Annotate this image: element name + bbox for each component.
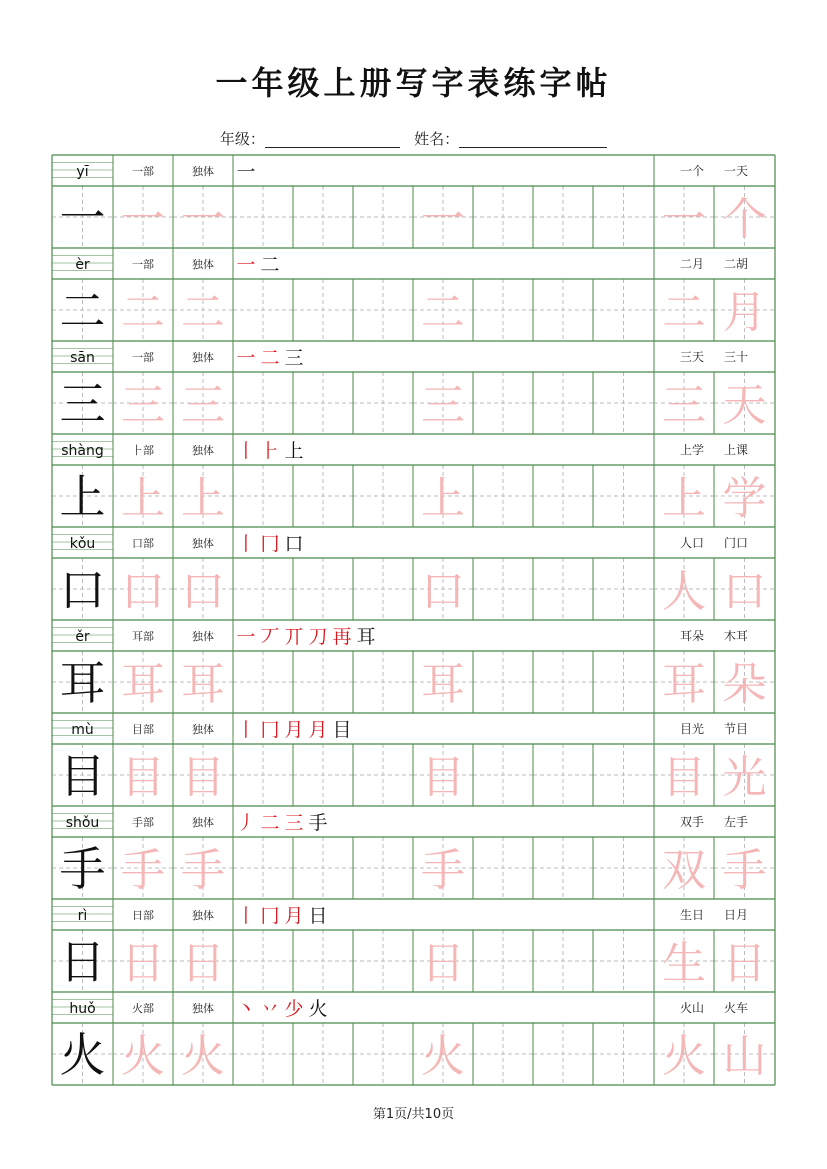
trace-character: 学 <box>722 473 767 524</box>
pinyin: shǒu <box>65 815 100 831</box>
structure-label: 独体 <box>192 165 214 178</box>
structure-label: 独体 <box>192 909 214 922</box>
word: 一个 <box>679 164 705 178</box>
trace-character: 人 <box>662 566 706 617</box>
trace-character: 山 <box>722 1031 767 1082</box>
trace-character: 双 <box>662 845 706 896</box>
word: 火车 <box>723 1001 749 1015</box>
word: 上学 <box>679 443 705 457</box>
structure-label: 独体 <box>192 258 214 271</box>
trace-character: 光 <box>722 752 767 803</box>
structure-label: 独体 <box>192 351 214 364</box>
structure-label: 独体 <box>192 537 214 550</box>
trace-character: 目 <box>421 752 465 803</box>
word: 节目 <box>723 722 749 736</box>
stroke-step: 一 <box>236 626 256 648</box>
stroke-step: 二 <box>260 347 280 369</box>
name-label: 姓名： <box>414 130 460 148</box>
pinyin: sān <box>70 350 95 366</box>
trace-character: 手 <box>121 845 165 896</box>
trace-character: 天 <box>722 380 767 431</box>
trace-character: 生 <box>662 938 706 989</box>
trace-character: 日 <box>722 938 767 989</box>
stroke-step: 冂 <box>260 905 280 927</box>
pinyin: shàng <box>61 443 104 459</box>
trace-character: 手 <box>181 845 225 896</box>
word: 日月 <box>723 908 749 922</box>
trace-character: 目 <box>121 752 165 803</box>
stroke-step: 月 <box>284 905 304 927</box>
trace-character: 日 <box>421 938 465 989</box>
stroke-step: 冂 <box>260 533 280 555</box>
radical-label: 一部 <box>132 351 154 364</box>
stroke-step: 丨 <box>236 533 256 555</box>
trace-character: 火 <box>662 1031 706 1082</box>
trace-character: 二 <box>121 287 165 338</box>
stroke-step: 月 <box>284 719 304 741</box>
model-character: 二 <box>59 284 106 338</box>
word: 人口 <box>679 536 705 550</box>
model-character: 一 <box>59 191 106 245</box>
stroke-step: 一 <box>236 347 256 369</box>
stroke-step: 再 <box>332 626 352 648</box>
model-character: 口 <box>59 563 106 617</box>
trace-character: 一 <box>662 194 706 245</box>
pinyin: kǒu <box>69 536 96 552</box>
structure-label: 独体 <box>192 630 214 643</box>
stroke-step: 丆 <box>260 626 280 648</box>
pinyin: yī <box>76 164 89 180</box>
structure-label: 独体 <box>192 816 214 829</box>
trace-character: 口 <box>181 566 225 617</box>
model-character: 耳 <box>59 656 106 710</box>
radical-label: ⺊部 <box>132 444 154 457</box>
stroke-step: 二 <box>260 812 280 834</box>
word: 三天 <box>679 350 705 364</box>
trace-character: 口 <box>722 566 767 617</box>
model-character: 手 <box>59 842 106 896</box>
model-character: 上 <box>59 470 106 524</box>
radical-label: 耳部 <box>132 630 154 643</box>
stroke-step: 少 <box>284 998 304 1020</box>
page-footer: 第1页/共10页 <box>372 1107 455 1122</box>
pinyin: ěr <box>75 629 90 645</box>
stroke-step: 丨 <box>236 440 256 462</box>
trace-character: 上 <box>121 473 165 524</box>
pinyin: rì <box>77 908 88 924</box>
trace-character: 火 <box>121 1031 165 1082</box>
pinyin: mù <box>71 722 94 738</box>
model-character: 日 <box>59 935 106 989</box>
word: 一天 <box>723 164 749 178</box>
stroke-step: 二 <box>260 254 280 276</box>
trace-character: 上 <box>181 473 225 524</box>
radical-label: 日部 <box>132 909 154 922</box>
stroke-step: 一 <box>236 161 256 183</box>
trace-character: 目 <box>662 752 706 803</box>
trace-character: 耳 <box>662 659 706 710</box>
trace-character: 个 <box>722 194 767 245</box>
stroke-step: 丨 <box>236 905 256 927</box>
word: 木耳 <box>723 629 749 643</box>
stroke-step: ⺊ <box>260 440 280 462</box>
word: 左手 <box>723 815 749 829</box>
stroke-step: 目 <box>332 719 352 741</box>
page-title: 一年级上册写字表练字帖 <box>215 64 612 102</box>
stroke-step: 耳 <box>356 626 376 648</box>
word: 生日 <box>679 908 705 922</box>
trace-character: 耳 <box>421 659 465 710</box>
word: 门口 <box>723 536 749 550</box>
stroke-step: 上 <box>284 440 304 462</box>
trace-character: 目 <box>181 752 225 803</box>
stroke-step: 月 <box>308 719 328 741</box>
word: 目光 <box>679 722 705 736</box>
radical-label: 一部 <box>132 258 154 271</box>
trace-character: 手 <box>421 845 465 896</box>
grade-label: 年级： <box>219 130 265 148</box>
trace-character: 二 <box>181 287 225 338</box>
stroke-step: 丌 <box>284 626 304 648</box>
trace-character: 三 <box>181 380 225 431</box>
trace-character: 一 <box>181 194 225 245</box>
word: 耳朵 <box>679 629 705 643</box>
model-character: 火 <box>59 1028 106 1082</box>
trace-character: 三 <box>421 380 465 431</box>
stroke-step: 手 <box>308 812 328 834</box>
trace-character: 口 <box>421 566 465 617</box>
trace-character: 上 <box>421 473 465 524</box>
trace-character: 月 <box>722 287 767 338</box>
trace-character: 火 <box>421 1031 465 1082</box>
trace-character: 耳 <box>121 659 165 710</box>
radical-label: 口部 <box>132 537 154 550</box>
pinyin: huǒ <box>69 1001 96 1017</box>
stroke-step: 刀 <box>308 626 328 648</box>
trace-character: 一 <box>121 194 165 245</box>
trace-character: 火 <box>181 1031 225 1082</box>
radical-label: 一部 <box>132 165 154 178</box>
radical-label: 目部 <box>132 723 154 736</box>
stroke-step: 丿 <box>236 812 256 834</box>
trace-character: 二 <box>421 287 465 338</box>
trace-character: 手 <box>722 845 767 896</box>
stroke-step: 丨 <box>236 719 256 741</box>
pinyin: èr <box>75 257 90 273</box>
trace-character: 日 <box>181 938 225 989</box>
trace-character: 上 <box>662 473 706 524</box>
stroke-step: 丷 <box>260 998 280 1020</box>
trace-character: 三 <box>121 380 165 431</box>
trace-character: 耳 <box>181 659 225 710</box>
stroke-step: 丶 <box>236 998 256 1020</box>
model-character: 三 <box>59 377 106 431</box>
structure-label: 独体 <box>192 444 214 457</box>
radical-label: 手部 <box>132 816 154 829</box>
trace-character: 朵 <box>722 659 767 710</box>
structure-label: 独体 <box>192 1002 214 1015</box>
word: 三十 <box>723 350 749 364</box>
stroke-step: 冂 <box>260 719 280 741</box>
stroke-step: 一 <box>236 254 256 276</box>
trace-character: 口 <box>121 566 165 617</box>
trace-character: 日 <box>121 938 165 989</box>
model-character: 目 <box>59 749 106 803</box>
word: 上课 <box>723 443 749 457</box>
stroke-step: 三 <box>284 347 304 369</box>
word: 双手 <box>679 815 705 829</box>
trace-character: 三 <box>662 380 706 431</box>
stroke-step: 口 <box>284 533 304 555</box>
structure-label: 独体 <box>192 723 214 736</box>
stroke-step: 日 <box>308 905 328 927</box>
word: 二胡 <box>723 257 749 271</box>
word: 火山 <box>679 1001 705 1015</box>
trace-character: 二 <box>662 287 706 338</box>
stroke-step: 火 <box>308 998 328 1020</box>
radical-label: 火部 <box>132 1002 154 1015</box>
word: 二月 <box>679 257 705 271</box>
stroke-step: 三 <box>284 812 304 834</box>
trace-character: 一 <box>421 194 465 245</box>
